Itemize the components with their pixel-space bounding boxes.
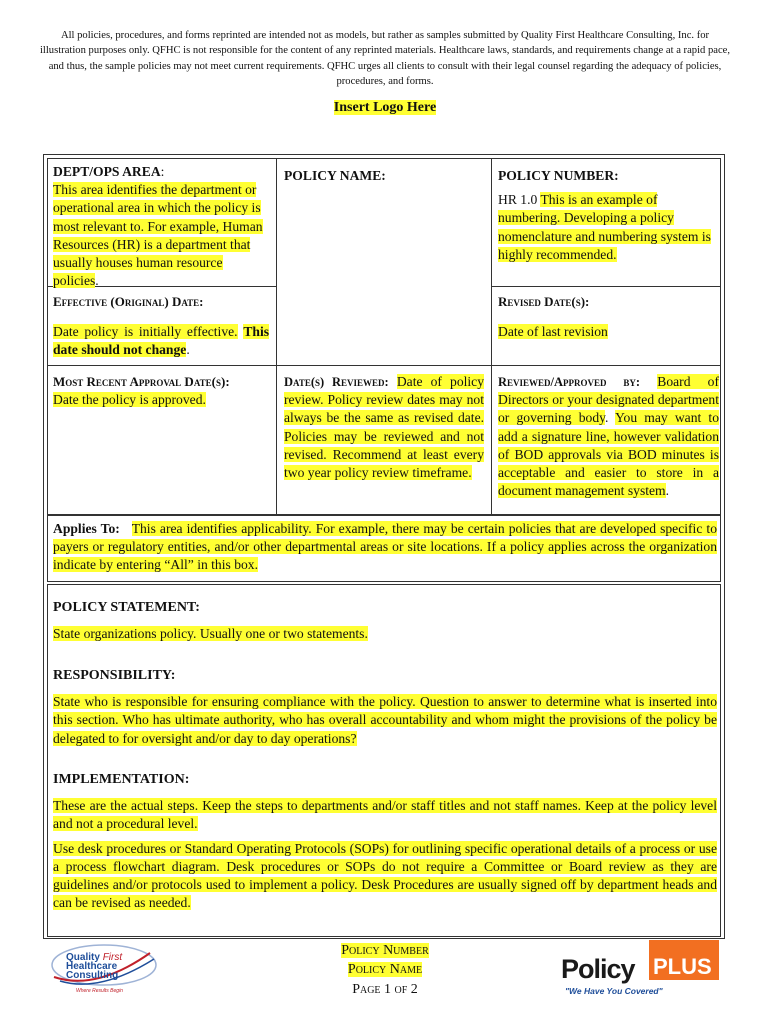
revised-date-body: Date of last revision bbox=[498, 324, 608, 340]
policy-number-body: This is an example of numbering. Developing a policy nomenclature and numbering system is highly recommended. bbox=[498, 192, 711, 262]
policy-name-label: POLICY NAME: bbox=[284, 168, 386, 183]
dates-reviewed-label: Date(s) Reviewed: bbox=[284, 375, 389, 389]
footer-policy-number-text: Policy Number bbox=[341, 943, 429, 958]
effective-date-note: This date should not change bbox=[53, 324, 270, 358]
dept-ops-end: . bbox=[95, 273, 99, 289]
applies-to-body: This area identifies applicability. For example, there may be certain policies that are developed specific to payers or regulatory entities, and/or other departmental areas or site locations. If a policy applies across the organization indicate by entering “All” in this box. bbox=[53, 521, 717, 573]
logo-placeholder bbox=[0, 100, 770, 116]
qf-logo-line1: Quality bbox=[66, 952, 100, 963]
reviewed-by-label: Reviewed/Approved by: bbox=[498, 375, 641, 389]
revised-date-cell bbox=[498, 293, 720, 341]
applies-to-cell bbox=[53, 520, 717, 575]
approval-date-cell bbox=[53, 373, 271, 409]
effective-date-end: . bbox=[186, 342, 190, 358]
dept-ops-cell bbox=[53, 163, 267, 290]
qf-logo-line3: Consulting bbox=[66, 970, 119, 981]
qf-logo-line2: Healthcare bbox=[66, 961, 118, 972]
reviewed-by-cell bbox=[498, 373, 719, 500]
footer-page-number: Page 1 of 2 bbox=[352, 982, 418, 997]
policy-plus-word2: PLUS bbox=[653, 954, 712, 979]
policy-statement-block bbox=[53, 599, 717, 643]
implementation-body-1: These are the actual steps. Keep the steps to departments and/or staff titles and not staff names. Keep at the policy level and not a procedural level. bbox=[53, 798, 717, 832]
disclaimer: All policies, procedures, and forms reprinted are intended not as models, but rather as samples submitted by Quality First Healthcare Consulting, Inc. for illustration purposes only. QFHC is not responsible for the content of any reprinted materials. Healthcare laws, standards, and requirements change at a rapid pace, and thus, the sample policies may not meet current requirements. QFHC urges all clients to consult with their legal counsel regarding the adequacy of policies, procedures, and forms. bbox=[39, 30, 731, 87]
dates-reviewed-body: Date of policy review. Policy review dates may not always be the same as revised date. Policies may be reviewed and not revised. Recommend at least every two year policy review timeframe. bbox=[284, 374, 485, 481]
dept-ops-label: DEPT/OPS AREA bbox=[53, 164, 161, 179]
approval-date-body: Date the policy is approved. bbox=[53, 392, 206, 408]
dates-reviewed-cell bbox=[284, 373, 484, 482]
reviewed-by-end: . bbox=[665, 483, 670, 499]
responsibility-block bbox=[53, 667, 717, 748]
approval-date-label: Most Recent Approval Date(s): bbox=[53, 374, 230, 389]
policy-name-cell bbox=[284, 167, 474, 185]
logo-placeholder-text: Insert Logo Here bbox=[333, 100, 437, 115]
implementation-body-2: Use desk procedures or Standard Operating Protocols (SOPs) for outlining specific operational details of a process or use a process flowchart diagram. Desk procedures or SOPs do not require a Committee or Board review as they are guidelines and/or protocols used to implement a policy. Desk Procedures are usually signed off by department heads and can be revised as needed. bbox=[53, 840, 717, 911]
responsibility-heading: RESPONSIBILITY: bbox=[53, 668, 176, 683]
policy-plus-logo bbox=[561, 940, 727, 1000]
policy-statement-heading: POLICY STATEMENT: bbox=[53, 600, 200, 615]
policy-number-cell bbox=[498, 167, 720, 264]
policy-statement-body: State organizations policy. Usually one or two statements. bbox=[53, 626, 368, 642]
policy-plus-word1: Policy bbox=[561, 954, 635, 984]
qf-logo-tagline: Where Results Begin bbox=[76, 988, 123, 994]
dept-ops-body: This area identifies the department or operational area in which the policy is most relevant to. For example, Human Resources (HR) is a department that usually houses human resource policies bbox=[53, 182, 263, 289]
implementation-heading: IMPLEMENTATION: bbox=[53, 772, 190, 787]
dept-ops-colon: : bbox=[160, 164, 165, 179]
effective-date-label: Effective (Original) Date: bbox=[53, 294, 204, 309]
policy-form bbox=[43, 154, 725, 939]
responsibility-body: State who is responsible for ensuring compliance with the policy. Question to answer to determine what is inserted into this section. Who has ultimate authority, who has overall accountability and whom might the provisions of the policy be delegated to for oversight and/or day to day operations? bbox=[53, 694, 717, 746]
footer-policy-name-text: Policy Name bbox=[347, 962, 423, 977]
reviewed-by-body-2: You may want to add a signature line, however validation of BOD approvals via BOD minutes is acceptable and easier to store in a document management system bbox=[498, 410, 719, 499]
qf-logo-line1b: First bbox=[102, 952, 123, 963]
policy-plus-tagline: "We Have You Covered" bbox=[565, 986, 663, 996]
effective-date-cell bbox=[53, 293, 269, 360]
applies-to-label: Applies To: bbox=[53, 521, 120, 536]
policy-number-label: POLICY NUMBER: bbox=[498, 168, 619, 183]
implementation-block bbox=[53, 771, 717, 912]
reviewed-by-separator: . bbox=[605, 410, 616, 426]
policy-number-prefix: HR 1.0 bbox=[498, 192, 541, 208]
revised-date-label: Revised Date(s): bbox=[498, 294, 590, 309]
effective-date-body: Date policy is initially effective. bbox=[53, 324, 238, 340]
quality-first-logo bbox=[46, 941, 158, 997]
reviewed-by-body: Board of Directors or your designated department or governing body bbox=[498, 374, 719, 426]
